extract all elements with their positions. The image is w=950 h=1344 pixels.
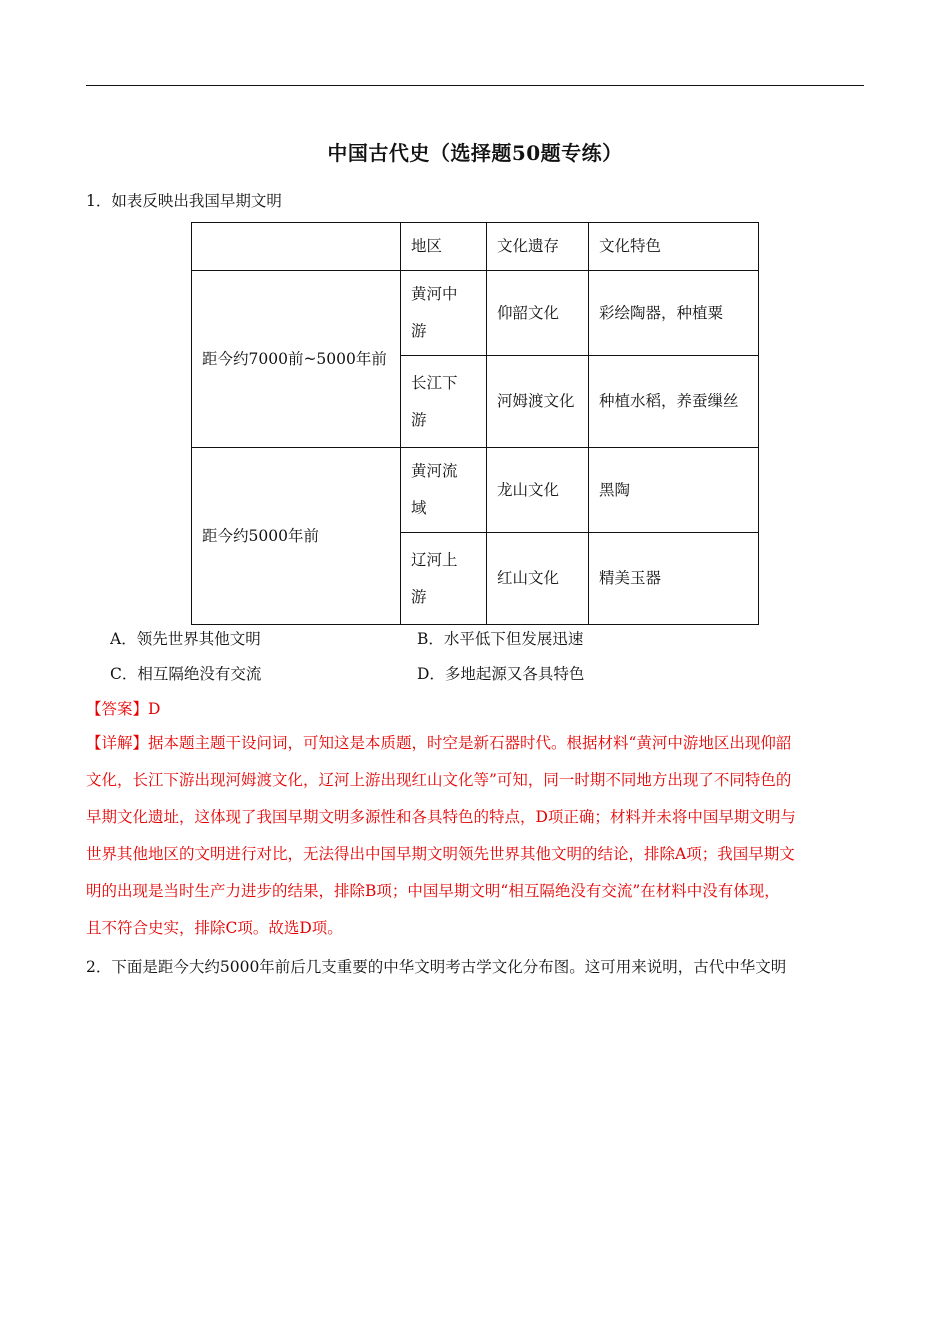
feature-cell: 黑陶 [589, 448, 759, 533]
explanation-line: 文化，长江下游出现河姆渡文化，辽河上游出现红山文化等”可知，同一时期不同地方出现了不同特色的 [86, 771, 792, 789]
explanation-line: 明的出现是当时生产力进步的结果，排除B项；中国早期文明“相互隔绝没有交流”在材料中没有体现， [86, 882, 780, 900]
region-line: 辽河上 [411, 550, 458, 569]
feature-cell: 彩绘陶器，种植粟 [589, 271, 759, 356]
table-header-cell: 文化特色 [589, 223, 759, 271]
region-line: 游 [411, 587, 427, 606]
civilization-table [191, 222, 759, 625]
header-rule [86, 85, 864, 86]
region-line: 黄河中 [411, 285, 458, 303]
feature-cell: 精美玉器 [589, 533, 759, 625]
option-d: D．多地起源又各具特色 [417, 665, 585, 683]
table-row [192, 271, 759, 356]
feature-cell: 种植水稻，养蚕缫丝 [589, 356, 759, 448]
page-title: 中国古代史（选择题50题专练） [327, 141, 623, 165]
answer-line [86, 699, 160, 719]
table-header-cell: 地区 [401, 223, 487, 271]
table-header-cell: 文化遗存 [487, 223, 589, 271]
region-line: 游 [411, 410, 427, 429]
answer-label: 【答案】 [86, 700, 149, 718]
culture-cell: 河姆渡文化 [487, 356, 589, 448]
explanation [86, 725, 866, 947]
culture-cell: 仰韶文化 [487, 271, 589, 356]
region-line: 域 [411, 499, 427, 517]
table-header-row [192, 223, 759, 271]
option-b: B．水平低下但发展迅速 [417, 630, 584, 648]
explanation-line: 世界其他地区的文明进行对比，无法得出中国早期文明领先世界其他文明的结论，排除A项；我国早期文 [86, 845, 795, 863]
region-cell [401, 533, 487, 625]
option-a: A．领先世界其他文明 [110, 630, 261, 648]
region-line: 长江下 [411, 373, 458, 392]
table-header-cell [192, 223, 401, 271]
answer-value: D [148, 700, 161, 718]
question-1-stem: 1．如表反映出我国早期文明 [86, 192, 282, 210]
region-cell [401, 356, 487, 448]
region-line: 游 [411, 322, 427, 340]
culture-cell: 红山文化 [487, 533, 589, 625]
period-cell: 距今约7000前~5000年前 [192, 271, 401, 448]
region-line: 黄河流 [411, 462, 458, 480]
table-row [192, 448, 759, 533]
explanation-line: 早期文化遗址，这体现了我国早期文明多源性和各具特色的特点，D项正确；材料并未将中国早期文明与 [86, 808, 796, 826]
culture-cell: 龙山文化 [487, 448, 589, 533]
region-cell [401, 271, 487, 356]
explanation-line: 且不符合史实，排除C项。故选D项。 [86, 919, 343, 937]
region-cell [401, 448, 487, 533]
explanation-line: 【详解】据本题主题干设问词，可知这是本质题，时空是新石器时代。根据材料“黄河中游地区出现仰韶 [86, 734, 792, 752]
question-2-stem: 2．下面是距今大约5000年前后几支重要的中华文明考古学文化分布图。这可用来说明，古代中华文明 [86, 958, 787, 976]
period-cell: 距今约5000年前 [192, 448, 401, 625]
option-c: C．相互隔绝没有交流 [110, 665, 262, 683]
